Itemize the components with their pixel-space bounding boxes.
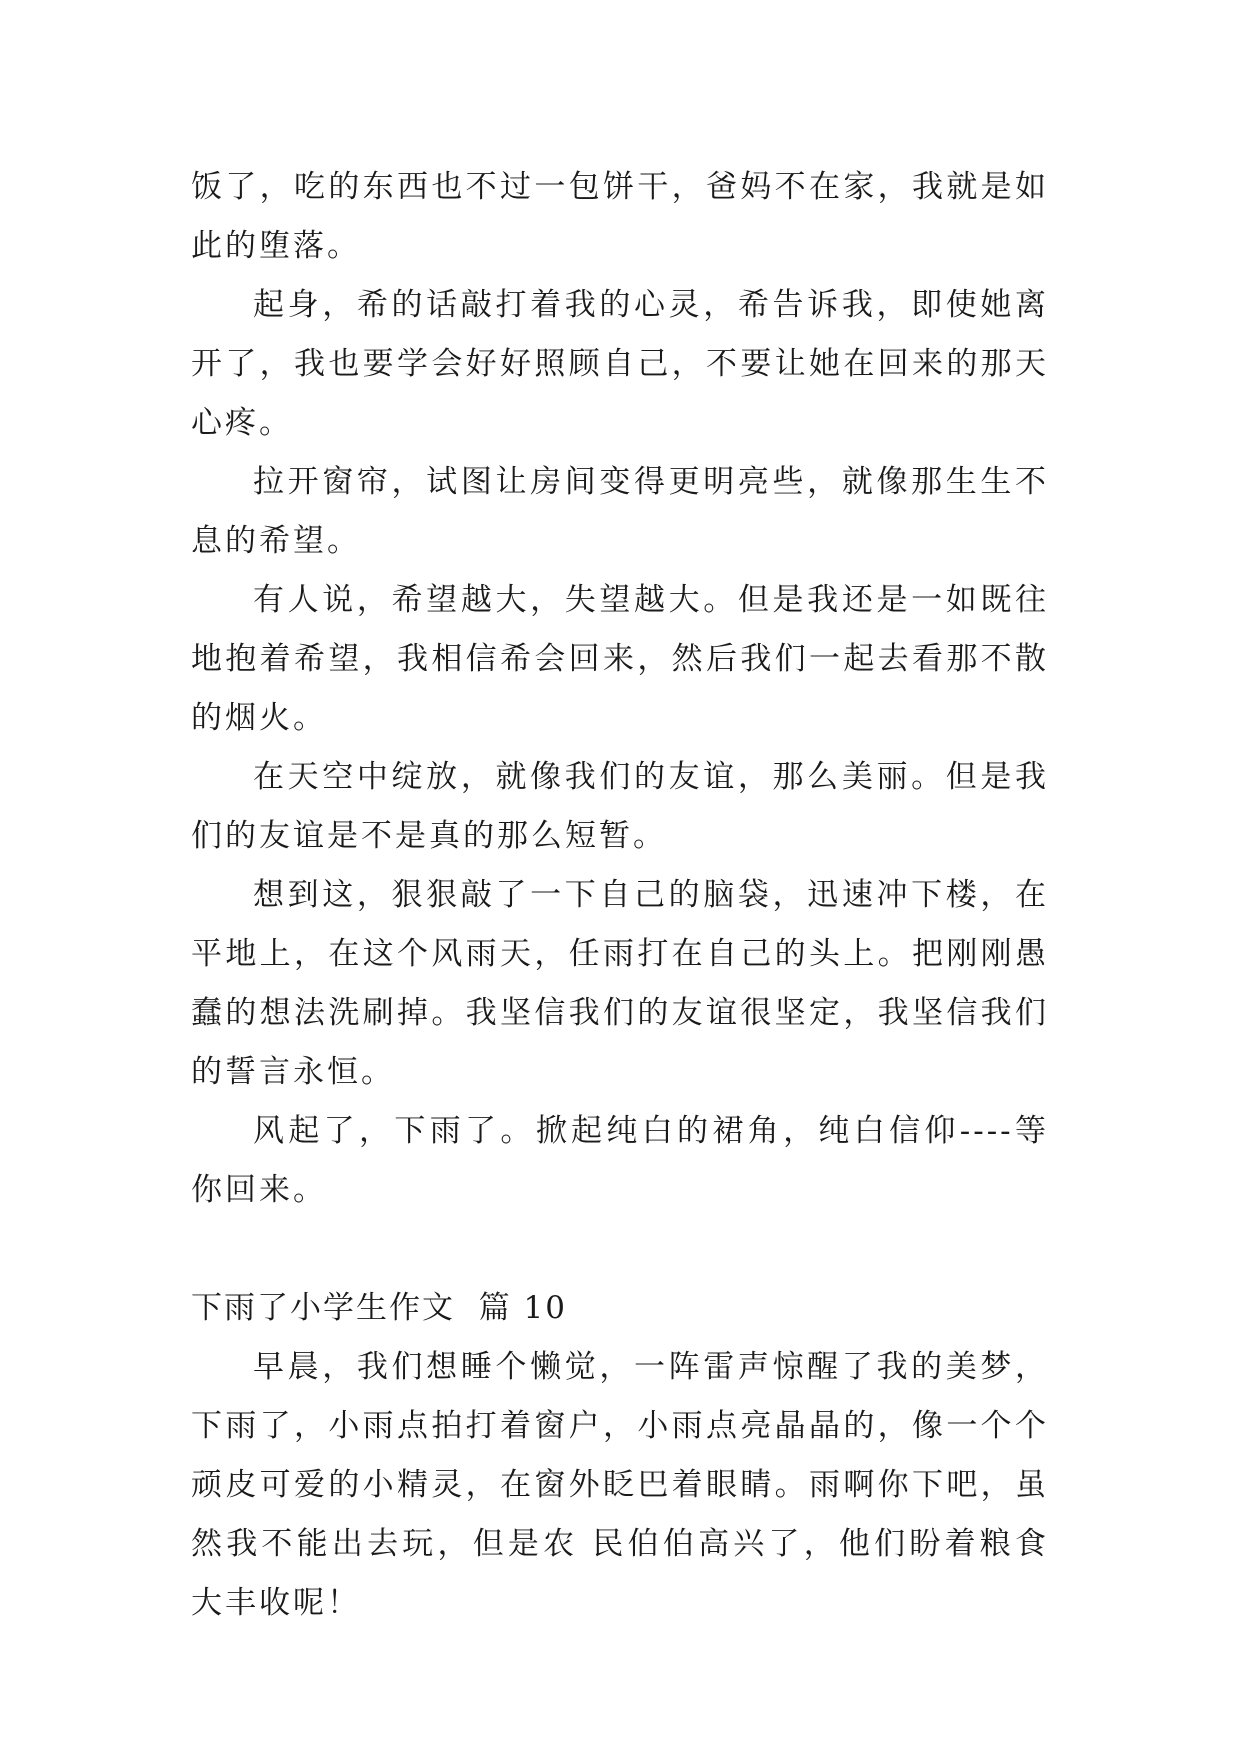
paragraph: 饭了，吃的东西也不过一包饼干，爸妈不在家，我就是如此的堕落。 bbox=[191, 169, 1049, 264]
paragraph: 起身，希的话敲打着我的心灵，希告诉我，即使她离开了，我也要学会好好照顾自己，不要让她在回来的那天心疼。 bbox=[191, 287, 1049, 441]
paragraph: 有人说，希望越大，失望越大。但是我还是一如既往地抱着希望，我相信希会回来，然后我们一起去看那不散的烟火。 bbox=[191, 582, 1049, 736]
section-spacer bbox=[191, 1220, 1049, 1279]
paragraph: 想到这，狠狠敲了一下自己的脑袋，迅速冲下楼，在平地上，在这个风雨天，任雨打在自己的头上。把刚刚愚蠢的想法洗刷掉。我坚信我们的友谊很坚定，我坚信我们的誓言永恒。 bbox=[191, 877, 1049, 1090]
paragraph: 风起了，下雨了。掀起纯白的裙角，纯白信仰----等你回来。 bbox=[191, 1113, 1049, 1208]
paragraph: 拉开窗帘，试图让房间变得更明亮些，就像那生生不息的希望。 bbox=[191, 464, 1049, 559]
section-title: 下雨了小学生作文 篇 10 bbox=[191, 1290, 568, 1326]
document-body bbox=[191, 158, 1049, 1633]
paragraph: 在天空中绽放，就像我们的友谊，那么美丽。但是我们的友谊是不是真的那么短暂。 bbox=[191, 759, 1049, 854]
paragraph: 早晨，我们想睡个懒觉，一阵雷声惊醒了我的美梦，下雨了，小雨点拍打着窗户，小雨点亮晶晶的，像一个个顽皮可爱的小精灵，在窗外眨巴着眼睛。雨啊你下吧，虽然我不能出去玩，但是农 民伯伯高兴了，他们盼着粮食大丰收呢！ bbox=[191, 1349, 1049, 1621]
